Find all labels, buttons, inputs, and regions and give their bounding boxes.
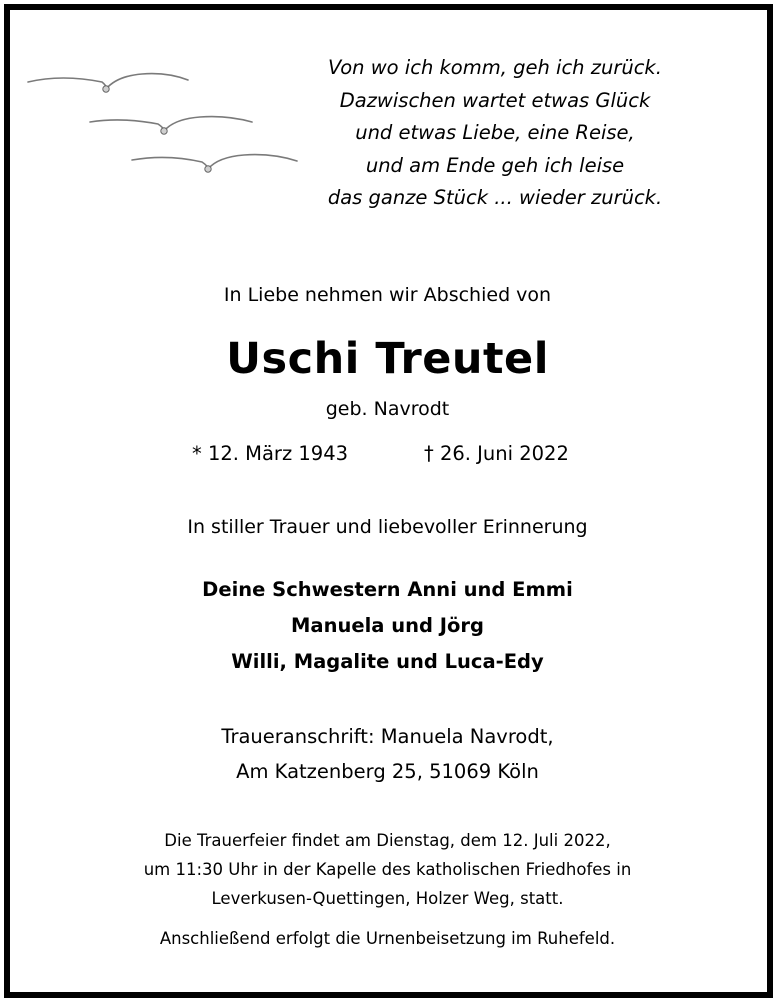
bird-icon (90, 117, 252, 135)
mourner-line: Willi, Magalite und Luca-Edy (231, 650, 544, 673)
poem (290, 52, 700, 215)
poem-line: Von wo ich komm, geh ich zurück. (328, 56, 662, 79)
ceremony-line: um 11:30 Uhr in der Kapelle des katholischen Friedhofes in (143, 860, 632, 879)
death-date: † 26. Juni 2022 (424, 442, 569, 465)
deceased-name: Uschi Treutel (226, 334, 549, 384)
address-line: Traueranschrift: Manuela Navrodt, (221, 725, 554, 748)
poem-line: das ganze Stück ... wieder zurück. (327, 186, 663, 209)
flying-birds-illustration (22, 62, 302, 182)
mourning-line: In stiller Trauer und liebevoller Erinnerung (187, 516, 588, 538)
mourning-address (0, 719, 775, 789)
poem-line: und am Ende geh ich leise (365, 153, 625, 177)
farewell-intro: In Liebe nehmen wir Abschied von (223, 284, 552, 306)
birth-date: * 12. März 1943 (192, 442, 349, 465)
poem-line: und etwas Liebe, eine Reise, (355, 121, 635, 144)
maiden-name: geb. Navrodt (325, 398, 450, 420)
ceremony-line: Die Trauerfeier findet am Dienstag, dem 12. Juli 2022, (164, 831, 611, 850)
ceremony-details (0, 826, 775, 913)
bird-icon (132, 155, 297, 173)
bird-icon (28, 74, 188, 93)
mourner-line: Deine Schwestern Anni und Emmi (202, 578, 573, 601)
mourners-list (0, 572, 775, 680)
poem-line: Dazwischen wartet etwas Glück (339, 88, 651, 112)
mourner-line: Manuela und Jörg (291, 614, 484, 637)
urn-burial-note: Anschließend erfolgt die Urnenbeisetzung im Ruhefeld. (159, 929, 616, 948)
address-line: Am Katzenberg 25, 51069 Köln (236, 760, 539, 783)
ceremony-line: Leverkusen-Quettingen, Holzer Weg, statt. (211, 889, 564, 908)
